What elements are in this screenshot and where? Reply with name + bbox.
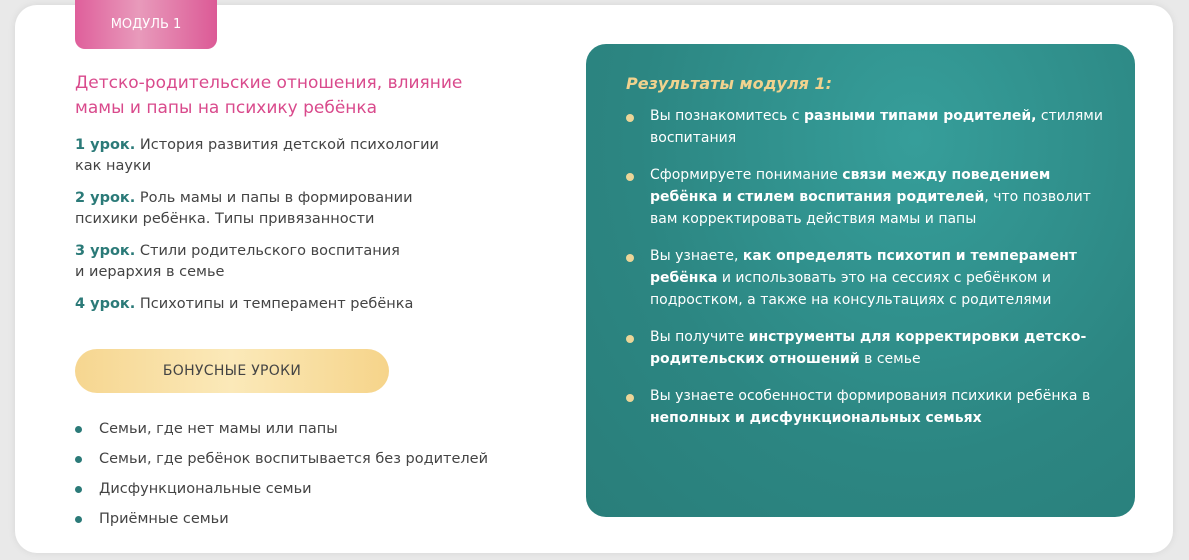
result-text <box>650 326 1105 370</box>
bonus-item-text: Приёмные семьи <box>99 511 229 527</box>
bonus-item <box>75 504 488 534</box>
bonus-item <box>75 444 488 474</box>
result-text <box>650 105 1105 149</box>
result-text-part: Вы узнаете особенности формирования психики ребёнка в <box>650 388 1091 404</box>
bullet-icon <box>75 456 82 463</box>
bullet-icon <box>75 516 82 523</box>
lesson-item <box>75 188 475 230</box>
lesson-item <box>75 135 475 177</box>
result-highlight: разными типами родителей, <box>804 108 1037 124</box>
bullet-icon <box>626 173 634 181</box>
bonus-item <box>75 414 488 444</box>
results-list <box>626 105 1105 429</box>
result-text-part: , что позволит вам корректировать действия мамы и папы <box>650 189 1091 227</box>
result-item <box>626 245 1105 311</box>
lesson-number: 4 урок. <box>75 296 136 312</box>
result-text-part: стилями воспитания <box>650 108 1103 146</box>
results-panel <box>586 44 1135 517</box>
module-title: Детско-родительские отношения, влияние мамы и папы на психику ребёнка <box>75 73 463 118</box>
result-text-part: в семье <box>859 351 921 367</box>
lesson-text: Роль мамы и папы в формировании психики ребёнка. Типы привязанности <box>75 190 413 227</box>
module-badge: МОДУЛЬ 1 <box>75 0 217 49</box>
lesson-item <box>75 294 475 315</box>
lesson-number: 3 урок. <box>75 243 136 259</box>
result-text <box>650 245 1105 311</box>
result-item <box>626 385 1105 429</box>
lesson-number: 1 урок. <box>75 137 136 153</box>
result-text <box>650 385 1105 429</box>
result-text-part: Вы познакомитесь с <box>650 108 804 124</box>
bonus-item-text: Дисфункциональные семьи <box>99 481 312 497</box>
result-item <box>626 326 1105 370</box>
result-item <box>626 164 1105 230</box>
bullet-icon <box>75 426 82 433</box>
result-text-part: Сформируете понимание <box>650 167 843 183</box>
lesson-number: 2 урок. <box>75 190 136 206</box>
lesson-text: Стили родительского воспитания и иерархия в семье <box>75 243 400 280</box>
result-text-part: и использовать это на сессиях с ребёнком и подростком, а также на консультациях с родителями <box>650 270 1052 308</box>
bullet-icon <box>75 486 82 493</box>
result-highlight: неполных и дисфункциональных семьях <box>650 410 982 426</box>
bonus-item-text: Семьи, где ребёнок воспитывается без родителей <box>99 451 489 467</box>
bullet-icon <box>626 394 634 402</box>
bullet-icon <box>626 254 634 262</box>
bonus-list <box>75 414 488 534</box>
result-highlight: инструменты для корректировки детско-родительских отношений <box>650 329 1087 367</box>
results-title: Результаты модуля 1: <box>626 74 833 93</box>
result-item <box>626 105 1105 149</box>
result-text <box>650 164 1105 230</box>
result-highlight: связи между поведением ребёнка и стилем воспитания родителей <box>650 167 1051 205</box>
bonus-item-text: Семьи, где нет мамы или папы <box>99 421 338 437</box>
result-text-part: Вы узнаете, <box>650 248 743 264</box>
bullet-icon <box>626 114 634 122</box>
bonus-item <box>75 474 488 504</box>
lesson-text: История развития детской психологии как науки <box>75 137 439 174</box>
lesson-text: Психотипы и темперамент ребёнка <box>135 296 414 312</box>
bullet-icon <box>626 335 634 343</box>
lesson-item <box>75 241 475 283</box>
bonus-lessons-button[interactable]: БОНУСНЫЕ УРОКИ <box>75 349 389 393</box>
lesson-list <box>75 135 475 326</box>
result-text-part: Вы получите <box>650 329 749 345</box>
result-highlight: как определять психотип и темперамент ребёнка <box>650 248 1077 286</box>
